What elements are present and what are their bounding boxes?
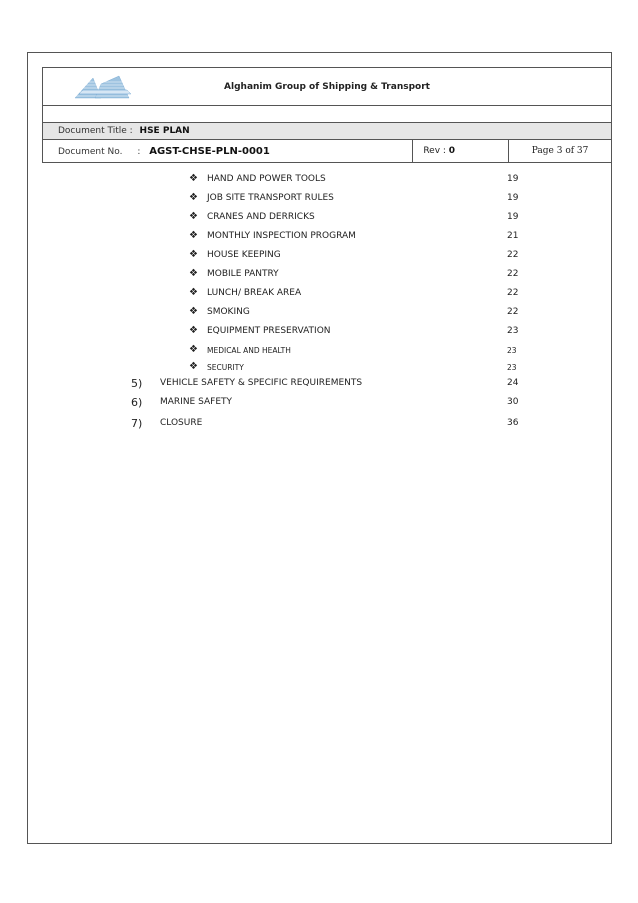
bullet-icon: ❖ — [189, 249, 198, 260]
toc-item-page: 23 — [507, 326, 519, 336]
toc-item-page: 19 — [507, 193, 519, 203]
toc-item-page: 22 — [507, 307, 519, 317]
toc-item-page: 21 — [507, 231, 519, 241]
doc-no-value: AGST-CHSE-PLN-0001 — [149, 145, 270, 157]
rev-label: Rev : — [423, 146, 446, 156]
bullet-icon: ❖ — [189, 306, 198, 317]
section-page: 24 — [507, 378, 519, 388]
bullet-icon: ❖ — [189, 173, 198, 184]
toc-item-page: 22 — [507, 250, 519, 260]
toc-item-label: HAND AND POWER TOOLS — [207, 174, 326, 184]
toc-item-page: 23 — [507, 363, 517, 372]
toc-item-label: MEDICAL AND HEALTH — [207, 346, 291, 355]
page-number: Page 3 of 37 — [509, 140, 612, 163]
section-label: CLOSURE — [160, 418, 203, 428]
bullet-icon: ❖ — [189, 344, 198, 355]
toc-item-label: HOUSE KEEPING — [207, 250, 281, 260]
doc-title-label: Document Title : — [58, 126, 133, 136]
toc-item-page: 23 — [507, 346, 517, 355]
section-number: 5) — [131, 377, 143, 390]
section-page: 36 — [507, 418, 519, 428]
bullet-icon: ❖ — [189, 287, 198, 298]
doc-title-value: HSE PLAN — [139, 126, 190, 136]
toc-item-page: 22 — [507, 269, 519, 279]
rev-value: 0 — [448, 146, 456, 156]
section-label: VEHICLE SAFETY & SPECIFIC REQUIREMENTS — [160, 378, 363, 388]
toc-item-page: 22 — [507, 288, 519, 298]
toc-item-page: 19 — [507, 212, 519, 222]
toc-item-page: 19 — [507, 174, 519, 184]
toc-item-label: CRANES AND DERRICKS — [207, 212, 315, 222]
bullet-icon: ❖ — [189, 192, 198, 203]
toc-item-label: SMOKING — [207, 307, 250, 317]
bullet-icon: ❖ — [189, 230, 198, 241]
doc-no-label: Document No. — [58, 146, 123, 157]
toc-item-label: LUNCH/ BREAK AREA — [207, 288, 302, 298]
bullet-icon: ❖ — [189, 211, 198, 222]
company-name: Alghanim Group of Shipping & Transport — [224, 81, 430, 92]
bullet-icon: ❖ — [189, 325, 198, 336]
section-label: MARINE SAFETY — [160, 397, 233, 407]
toc-item-label: MONTHLY INSPECTION PROGRAM — [207, 231, 356, 241]
bullet-icon: ❖ — [189, 361, 198, 372]
toc-item-label: MOBILE PANTRY — [207, 269, 279, 279]
section-number: 7) — [131, 417, 143, 430]
doc-no-separator: : — [137, 146, 141, 157]
section-number: 6) — [131, 396, 143, 409]
section-page: 30 — [507, 397, 519, 407]
toc-item-label: JOB SITE TRANSPORT RULES — [207, 193, 334, 203]
bullet-icon: ❖ — [189, 268, 198, 279]
toc-item-label: EQUIPMENT PRESERVATION — [207, 326, 331, 336]
toc-item-label: SECURITY — [207, 363, 244, 372]
